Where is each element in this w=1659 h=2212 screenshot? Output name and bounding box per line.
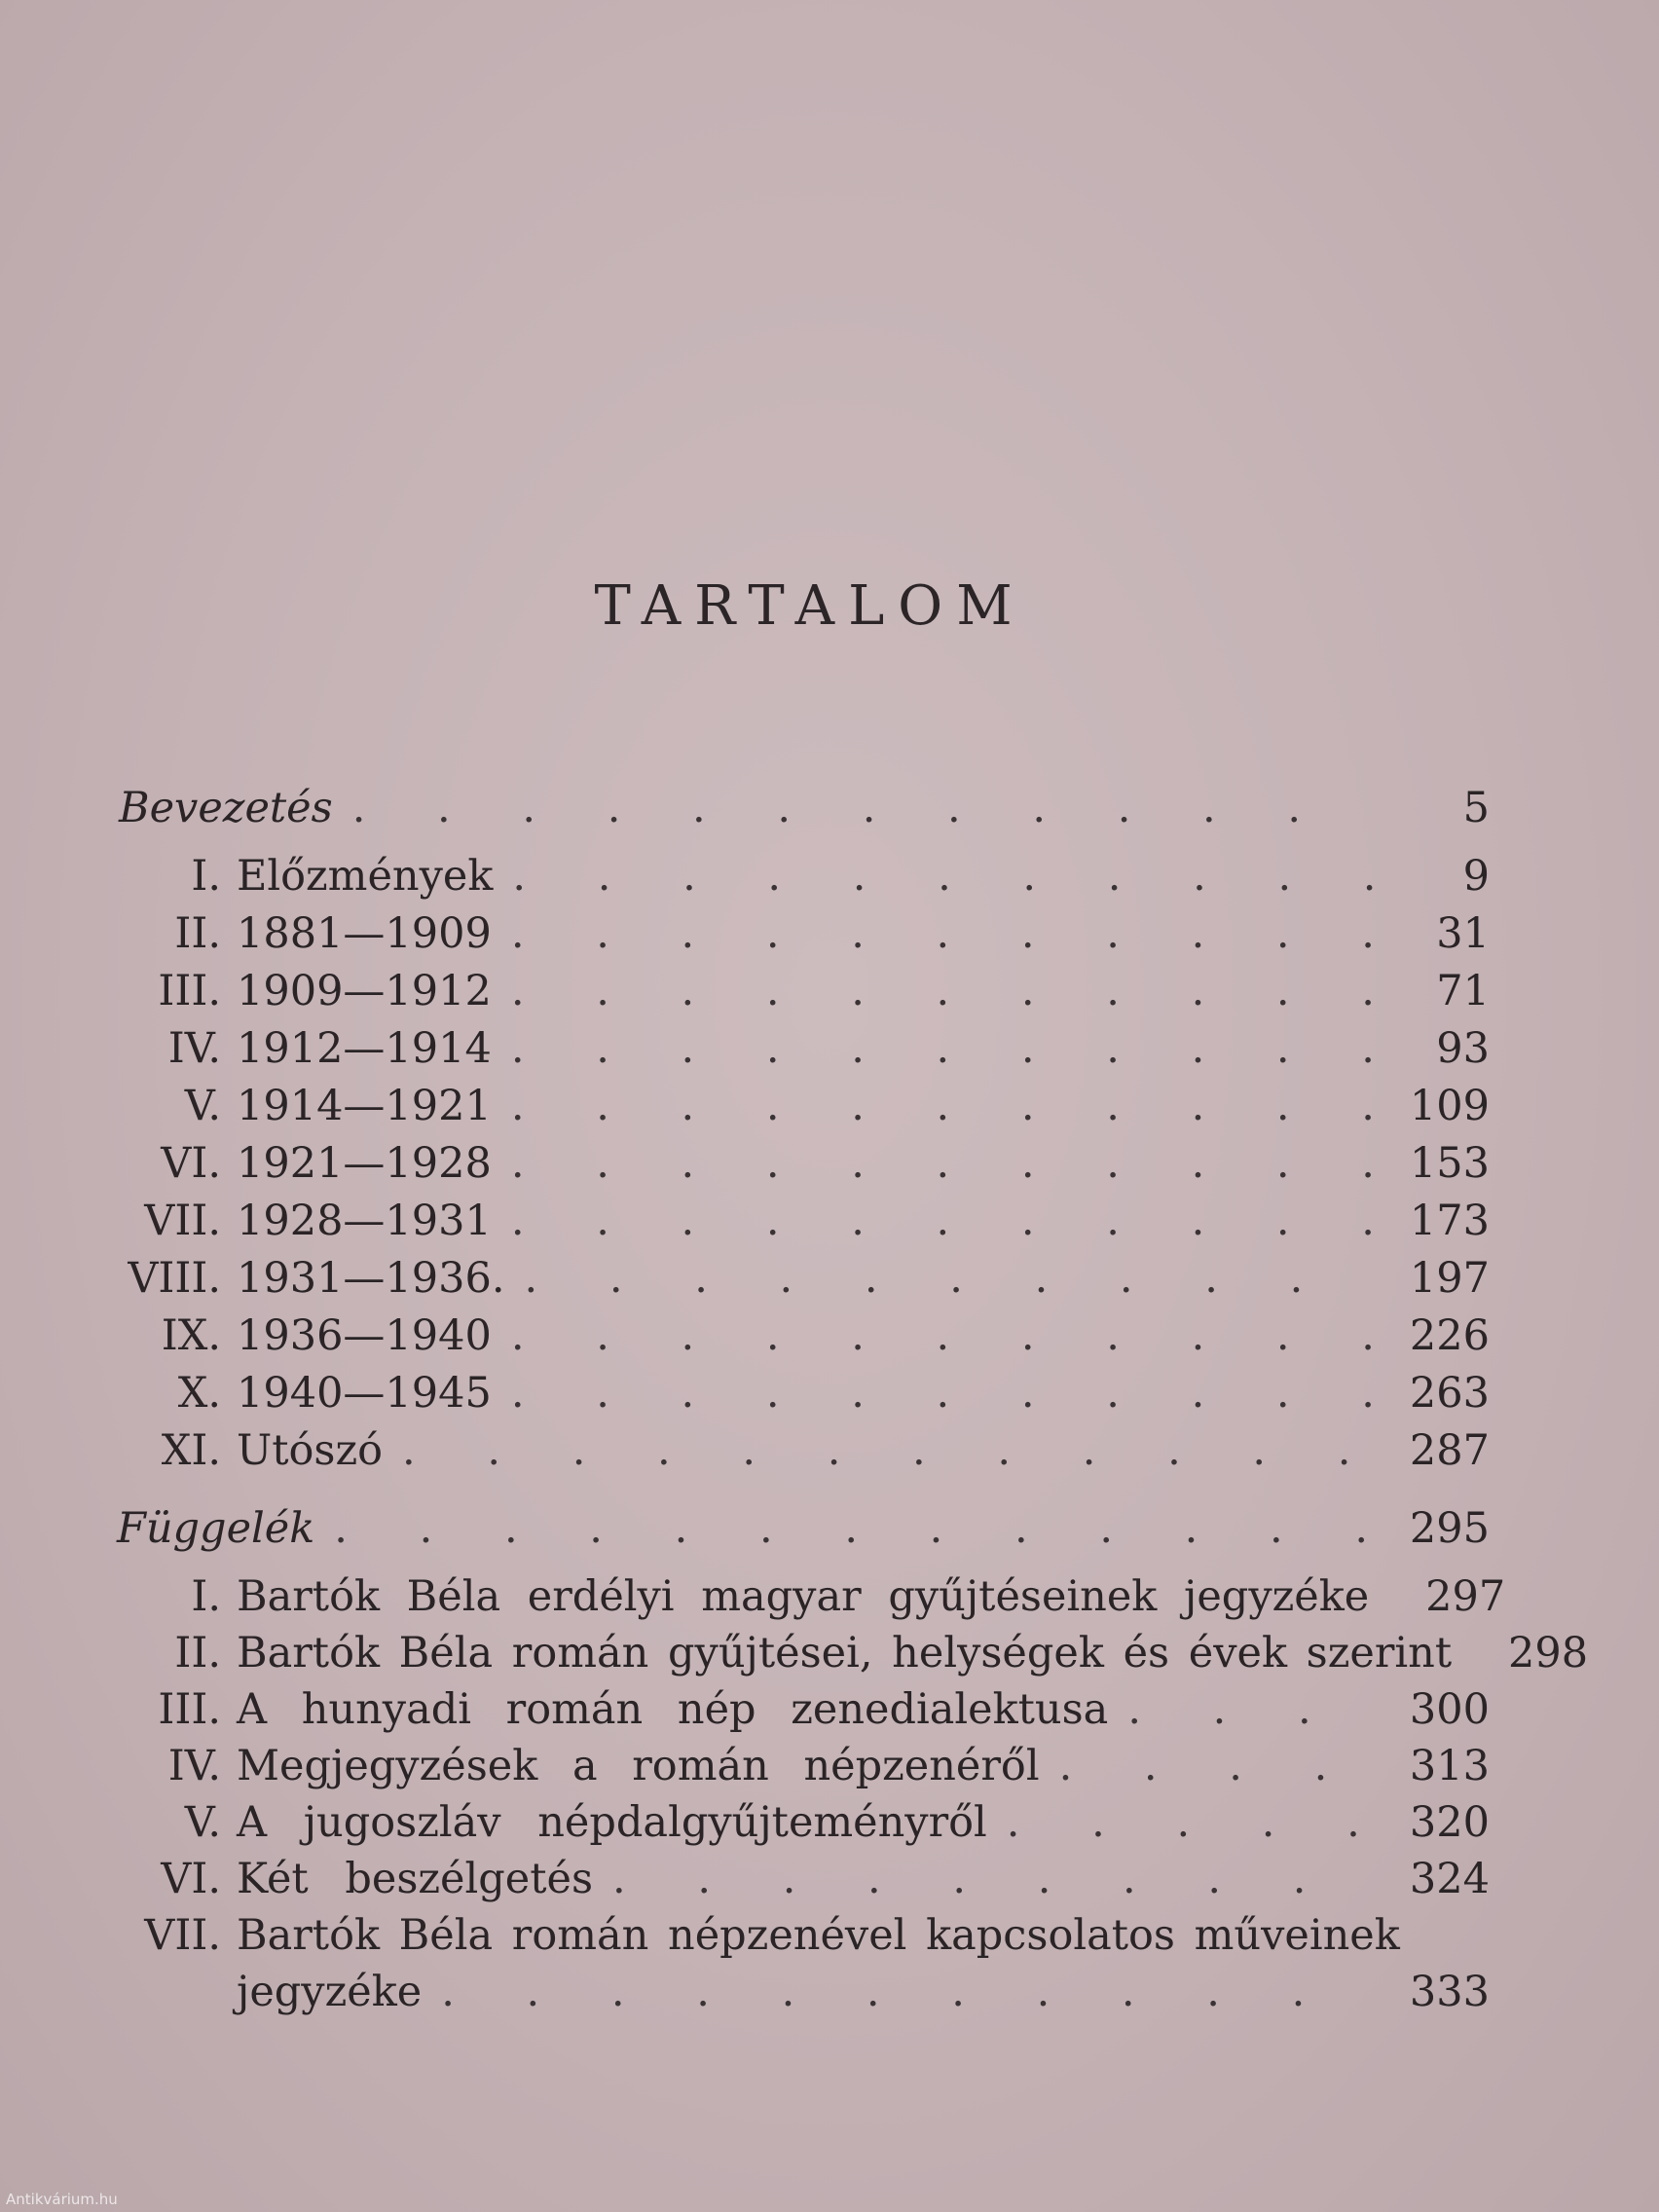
- watermark: Antikvárium.hu: [6, 2191, 118, 2208]
- dot-leader: [511, 904, 1373, 963]
- toc-entry-appendix-item: [107, 1906, 1490, 1965]
- toc-label: 1940—1945: [237, 1369, 492, 1418]
- toc-entry-appendix-item-continued: [107, 1963, 1490, 2021]
- toc-numeral: VII.: [144, 1911, 221, 1960]
- toc-numeral: II.: [174, 1629, 221, 1677]
- dot-leader: [511, 1019, 1373, 1078]
- toc-numeral: IX.: [161, 1311, 221, 1360]
- dot-leader: [612, 1850, 1373, 1908]
- toc-entry-appendix-item: [107, 1624, 1589, 1682]
- toc-entry-chapter: [107, 847, 1490, 905]
- toc-entry-chapter: [107, 1364, 1490, 1422]
- toc-page-number: 93: [1436, 1024, 1490, 1073]
- toc-label: 1936—1940: [237, 1311, 492, 1360]
- toc-page-number: 287: [1409, 1426, 1490, 1475]
- toc-entry-chapter: [107, 1077, 1490, 1135]
- toc-label: Bevezetés: [119, 784, 333, 832]
- toc-page-number: 263: [1409, 1369, 1490, 1418]
- toc-page-number: 173: [1409, 1197, 1490, 1245]
- toc-entry-appendix-item: [107, 1567, 1506, 1626]
- toc-entry-chapter: [107, 904, 1490, 963]
- toc-entry-appendix-item: [107, 1680, 1490, 1739]
- toc-numeral: IV.: [167, 1742, 221, 1790]
- toc-page-number: 226: [1409, 1311, 1490, 1360]
- toc-page-number: 5: [1462, 784, 1490, 832]
- dot-leader: [511, 1077, 1373, 1135]
- toc-entry-chapter: [107, 1019, 1490, 1078]
- toc-label: Utószó: [237, 1426, 384, 1475]
- dot-leader: [525, 1249, 1373, 1308]
- toc-page-number: 297: [1425, 1572, 1506, 1621]
- toc-page-number: 320: [1409, 1798, 1490, 1847]
- dot-leader: [1007, 1793, 1373, 1852]
- toc-entry-appendix-item: [107, 1850, 1490, 1908]
- toc-label: 1931—1936.: [237, 1254, 505, 1303]
- toc-numeral: III.: [158, 1685, 221, 1734]
- dot-leader: [1059, 1737, 1373, 1795]
- toc-page-number: 295: [1409, 1504, 1490, 1553]
- toc-label: Megjegyzések a román népzenéről: [237, 1742, 1040, 1790]
- toc-page-number: 313: [1409, 1742, 1490, 1790]
- toc-label: Függelék: [117, 1504, 315, 1553]
- dot-leader: [402, 1421, 1373, 1480]
- toc-label: A hunyadi román nép zenedialektusa: [237, 1685, 1109, 1734]
- toc-numeral: V.: [184, 1798, 221, 1847]
- toc-label: Előzmények: [237, 852, 494, 901]
- dot-leader: [352, 779, 1373, 837]
- toc-entry-chapter: [107, 1307, 1490, 1365]
- toc-label: 1912—1914: [237, 1024, 492, 1073]
- toc-entry-appendix-item: [107, 1737, 1490, 1795]
- toc-page-number: 197: [1409, 1254, 1490, 1303]
- toc-numeral: V.: [184, 1082, 221, 1130]
- toc-page-number: 9: [1462, 852, 1490, 901]
- toc-entry-appendix: [107, 1499, 1490, 1558]
- toc-entry-intro: [107, 779, 1490, 837]
- toc-numeral: I.: [191, 852, 221, 901]
- toc-label: 1921—1928: [237, 1139, 492, 1188]
- toc-page-number: 298: [1508, 1629, 1589, 1677]
- dot-leader: [511, 1134, 1373, 1193]
- dot-leader: [511, 1192, 1373, 1250]
- toc-page-number: 71: [1436, 967, 1490, 1015]
- dot-leader: [511, 1307, 1373, 1365]
- toc-label: A jugoszláv népdalgyűjteményről: [237, 1798, 987, 1847]
- toc-entry-chapter: [107, 962, 1490, 1020]
- dot-leader: [441, 1963, 1373, 2021]
- dot-leader: [334, 1499, 1373, 1558]
- toc-label: Bartók Béla erdélyi magyar gyűjtéseinek jegyzéke: [237, 1572, 1370, 1621]
- toc-entry-chapter: [107, 1192, 1490, 1250]
- toc-label: Két beszélgetés: [237, 1855, 594, 1903]
- toc-numeral: VII.: [144, 1197, 221, 1245]
- toc-entry-chapter: [107, 1421, 1490, 1480]
- toc-numeral: I.: [191, 1572, 221, 1621]
- toc-label: Bartók Béla román népzenével kapcsolatos műveinek: [237, 1911, 1400, 1960]
- toc-label: 1909—1912: [237, 967, 492, 1015]
- toc-numeral: VIII.: [128, 1254, 221, 1303]
- toc-numeral: VI.: [161, 1855, 221, 1903]
- page-title: TARTALOM: [594, 574, 1026, 638]
- toc-entry-chapter: [107, 1134, 1490, 1193]
- toc-numeral: III.: [158, 967, 221, 1015]
- toc-label: Bartók Béla román gyűjtései, helységek és évek szerint: [237, 1629, 1453, 1677]
- toc-entry-appendix-item: [107, 1793, 1490, 1852]
- toc-numeral: X.: [177, 1369, 221, 1418]
- toc-page-number: 109: [1409, 1082, 1490, 1130]
- dot-leader: [512, 847, 1373, 905]
- toc-numeral: II.: [174, 909, 221, 958]
- toc-numeral: IV.: [167, 1024, 221, 1073]
- toc-label: 1928—1931: [237, 1197, 492, 1245]
- toc-numeral: VI.: [161, 1139, 221, 1188]
- toc-page-number: 324: [1409, 1855, 1490, 1903]
- dot-leader: [511, 962, 1373, 1020]
- toc-page-number: 300: [1409, 1685, 1490, 1734]
- toc-page-number: 153: [1409, 1139, 1490, 1188]
- dot-leader: [511, 1364, 1373, 1422]
- toc-label: jegyzéke: [237, 1968, 423, 2016]
- toc-page-number: 333: [1409, 1968, 1490, 2016]
- toc-page-number: 31: [1436, 909, 1490, 958]
- toc-label: 1914—1921: [237, 1082, 492, 1130]
- toc-numeral: XI.: [161, 1426, 221, 1475]
- toc-entry-chapter: [107, 1249, 1490, 1308]
- toc-label: 1881—1909: [237, 909, 492, 958]
- dot-leader: [1127, 1680, 1373, 1739]
